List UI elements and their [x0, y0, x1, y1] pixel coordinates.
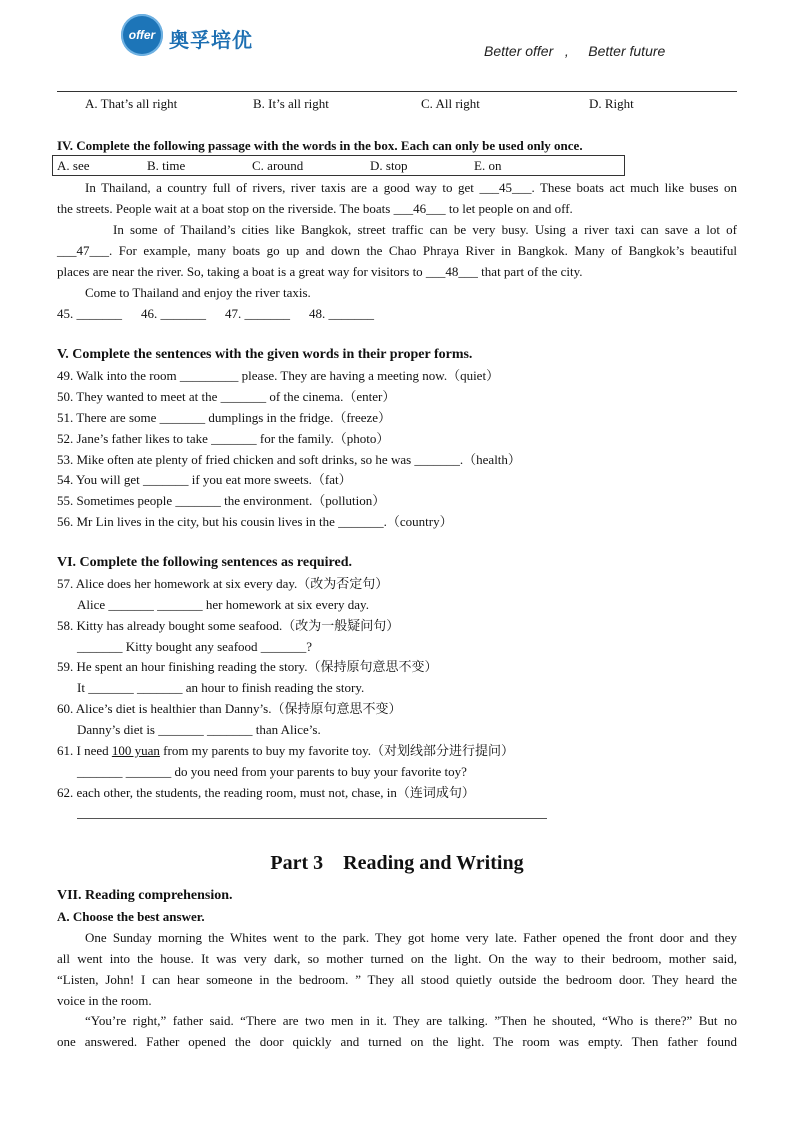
slogan: Better offer , Better future [484, 43, 666, 59]
question-56: 56. Mr Lin lives in the city, but his cousin lives in the _______.（country） [57, 514, 453, 529]
underlined-phrase: 100 yuan [111, 743, 160, 758]
answer-58: _______ Kitty bought any seafood _______? [77, 639, 313, 654]
answer-61: _______ _______ do you need from your parents to buy your favorite toy? [77, 764, 467, 779]
section7-title: VII. Reading comprehension. [57, 888, 233, 903]
question-53: 53. Mike often ate plenty of fried chicken and soft drinks, so he was _______.（health） [57, 452, 521, 467]
question-61 [57, 743, 514, 759]
section4-title: IV. Complete the following passage with the words in the box. Each can only be used only once. [57, 138, 583, 153]
answer-57: Alice _______ _______ her homework at six every day. [77, 597, 369, 612]
reading-paragraph-1 [57, 927, 737, 1011]
section5-title: V. Complete the sentences with the given words in their proper forms. [57, 347, 473, 362]
q44-option-a: A. That’s all right [85, 96, 178, 111]
question-61-suffix: from my parents to buy my favorite toy.（对划线部分进行提问） [159, 743, 514, 758]
reading-line: all went into the house. It was very dark, so mother turned on the light. On the way to their bedroom, mother said, [57, 951, 737, 966]
word-box-item: A. see [57, 158, 90, 173]
question-57: 57. Alice does her homework at six every day.（改为否定句） [57, 576, 389, 591]
blank-45: 45. _______ [57, 306, 122, 321]
part3-title: Part 3 Reading and Writing [270, 852, 524, 874]
blank-47: 47. _______ [225, 306, 290, 321]
logo-mark: offer [128, 28, 156, 42]
reading-line: “Listen, John! I can hear someone in the bedroom. ” They all stood quietly outside the bedroom door. They heard the [57, 972, 737, 987]
passage-line: In Thailand, a country full of rivers, river taxis are a good way to get ___45___. These boats act much like buses on [85, 180, 737, 195]
answer-blanks [0, 306, 794, 322]
reading-line: voice in the room. [57, 993, 152, 1008]
q44-option-c: C. All right [421, 96, 480, 111]
logo-text: 奥孚培优 [169, 28, 253, 52]
passage-line: the streets. People wait at a boat stop on the riverside. The boats ___46___ to let people on and off. [57, 201, 573, 216]
word-box [52, 155, 625, 176]
logo-badge [121, 14, 163, 56]
answer-60: Danny’s diet is _______ _______ than Alice’s. [77, 722, 321, 737]
reading-line: One Sunday morning the Whites went to the park. They got home very late. Father opened the front door and they [85, 930, 737, 945]
answer-62-line [77, 818, 547, 819]
question-50: 50. They wanted to meet at the _______ of the cinema.（enter） [57, 389, 396, 404]
reading-line: one answered. Father opened the door quickly and turned on the light. The room was empty. Then father found [57, 1034, 737, 1049]
blank-46: 46. _______ [141, 306, 206, 321]
question-59: 59. He spent an hour finishing reading the story.（保持原句意思不变） [57, 659, 438, 674]
blank-48: 48. _______ [309, 306, 374, 321]
question-49: 49. Walk into the room _________ please. They are having a meeting now.（quiet） [57, 368, 500, 383]
reading-paragraph-2 [57, 1010, 737, 1052]
passage-paragraph-2 [57, 219, 737, 282]
question-62: 62. each other, the students, the reading room, must not, chase, in（连词成句） [57, 785, 475, 800]
question-61-prefix: 61. I need [57, 743, 112, 758]
reading-line: “You’re right,” father said. “There are two men in it. They are talking. ”Then he shouted, “Who is there?” But no [85, 1013, 737, 1028]
answer-59: It _______ _______ an hour to finish reading the story. [77, 680, 365, 695]
q44-option-d: D. Right [589, 96, 634, 111]
passage-paragraph-3: Come to Thailand and enjoy the river taxis. [85, 285, 311, 300]
subsection-a-title: A. Choose the best answer. [57, 909, 205, 924]
word-box-item: E. on [474, 158, 502, 173]
question-52: 52. Jane’s father likes to take _______ for the family.（photo） [57, 431, 390, 446]
passage-paragraph-1 [57, 177, 737, 219]
q44-options [0, 96, 794, 112]
word-box-item: C. around [252, 158, 304, 173]
question-60: 60. Alice’s diet is healthier than Danny’s.（保持原句意思不变） [57, 701, 402, 716]
question-55: 55. Sometimes people _______ the environment.（pollution） [57, 493, 386, 508]
word-box-item: D. stop [370, 158, 408, 173]
question-51: 51. There are some _______ dumplings in the fridge.（freeze） [57, 410, 392, 425]
header-divider [57, 91, 737, 92]
q44-option-b: B. It’s all right [253, 96, 329, 111]
passage-line: In some of Thailand’s cities like Bangkok, street traffic can be very busy. Using a river taxi can save a lot of [113, 222, 737, 237]
word-box-item: B. time [147, 158, 186, 173]
section6-title: VI. Complete the following sentences as required. [57, 555, 353, 570]
question-54: 54. You will get _______ if you eat more sweets.（fat） [57, 472, 352, 487]
question-58: 58. Kitty has already bought some seafood.（改为一般疑问句） [57, 618, 400, 633]
passage-line: ___47___. For example, many boats go up and down the Chao Phraya River in Bangkok. Many of Bangkok’s beautiful [57, 243, 737, 258]
passage-line: places are near the river. So, taking a boat is a great way for visitors to ___48___ that part of the city. [57, 264, 583, 279]
